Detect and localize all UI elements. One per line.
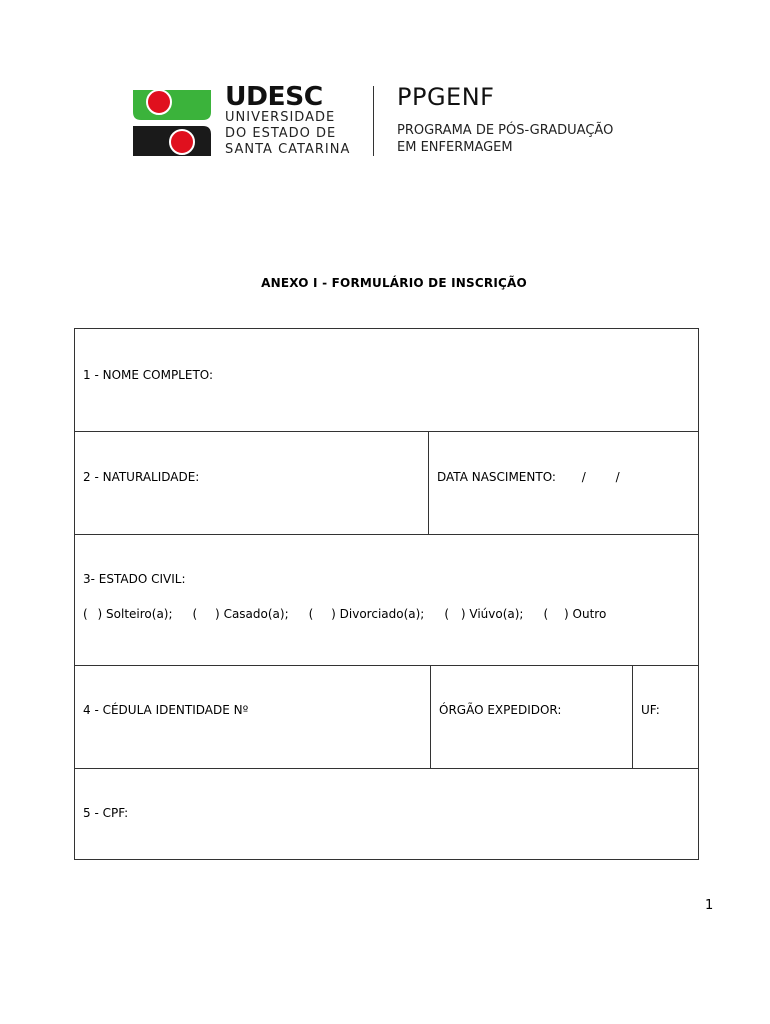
naturalidade-field[interactable]	[75, 432, 428, 534]
header-divider	[373, 86, 374, 156]
naturalidade-label: 2 - NATURALIDADE:	[83, 470, 200, 484]
university-line-2: DO ESTADO DE	[225, 126, 337, 141]
option-label: Divorciado(a);	[339, 607, 425, 621]
form-row-naturalidade	[75, 432, 698, 535]
data-nascimento-label	[437, 470, 620, 484]
program-wordmark	[397, 84, 697, 156]
cpf-label: 5 - CPF:	[83, 806, 129, 820]
uf-field[interactable]	[632, 666, 698, 768]
option-label: Solteiro(a);	[106, 607, 173, 621]
nome-completo-label: 1 - NOME COMPLETO:	[83, 368, 214, 382]
data-nascimento-field[interactable]	[428, 432, 698, 534]
option-label: Outro	[572, 607, 607, 621]
estado-civil-option-viuvo[interactable]	[444, 607, 523, 621]
cedula-identidade-field[interactable]	[75, 666, 430, 768]
form-row-cpf	[75, 769, 698, 859]
cpf-field[interactable]	[75, 769, 698, 859]
document-header	[133, 84, 693, 158]
udesc-logo-icon	[133, 86, 211, 156]
checkbox-close: )	[331, 607, 336, 621]
uf-label: UF:	[641, 703, 660, 717]
checkbox-close: )	[564, 607, 569, 621]
estado-civil-field	[75, 535, 698, 665]
program-line-1: PROGRAMA DE PÓS-GRADUAÇÃO	[397, 123, 614, 138]
date-separator: /	[581, 470, 586, 484]
checkbox-open: (	[308, 607, 314, 621]
program-acronym: PPGENF	[397, 83, 495, 111]
form-row-estado-civil	[75, 535, 698, 666]
university-acronym: UDESC	[225, 82, 323, 112]
university-wordmark	[225, 84, 355, 158]
form-row-identidade	[75, 666, 698, 769]
form-row-nome	[75, 329, 698, 432]
checkbox-close: )	[215, 607, 220, 621]
orgao-expedidor-label: ÓRGÃO EXPEDIDOR:	[439, 703, 562, 717]
estado-civil-option-outro[interactable]	[543, 607, 606, 621]
estado-civil-label: 3- ESTADO CIVIL:	[83, 572, 186, 586]
checkbox-open: (	[444, 607, 450, 621]
data-nascimento-text: DATA NASCIMENTO:	[437, 470, 556, 484]
orgao-expedidor-field[interactable]	[430, 666, 632, 768]
cedula-identidade-label: 4 - CÉDULA IDENTIDADE Nº	[83, 703, 249, 717]
page-number: 1	[705, 898, 714, 913]
program-line-2: EM ENFERMAGEM	[397, 140, 513, 155]
option-label: Casado(a);	[223, 607, 289, 621]
checkbox-open: (	[192, 607, 198, 621]
estado-civil-option-divorciado[interactable]	[309, 607, 425, 621]
checkbox-open: (	[83, 607, 88, 621]
university-line-1: UNIVERSIDADE	[225, 110, 336, 125]
checkbox-open: (	[543, 607, 549, 621]
checkbox-close: )	[97, 607, 103, 621]
nome-completo-field[interactable]	[75, 329, 698, 431]
university-line-3: SANTA CATARINA	[225, 142, 351, 157]
option-label: Viúvo(a);	[469, 607, 524, 621]
estado-civil-option-casado[interactable]	[193, 607, 289, 621]
page-title: ANEXO I - FORMULÁRIO DE INSCRIÇÃO	[261, 276, 527, 290]
date-separator: /	[615, 470, 620, 484]
registration-form	[74, 328, 699, 860]
checkbox-close: )	[460, 607, 466, 621]
estado-civil-option-solteiro[interactable]	[83, 607, 173, 621]
estado-civil-options	[83, 607, 626, 621]
